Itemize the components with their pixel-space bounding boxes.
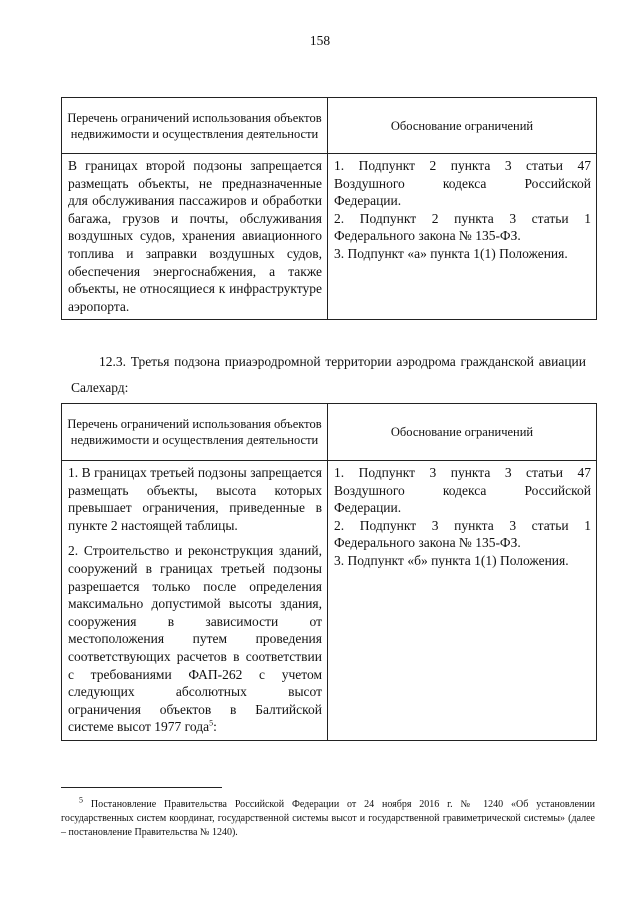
table-header-row bbox=[62, 404, 597, 461]
restrictions-table-third-subzone bbox=[61, 403, 597, 741]
footnote bbox=[61, 795, 595, 840]
restriction-cell bbox=[62, 154, 328, 320]
restriction-text: В границах второй подзоны запрещается размещать объекты, не предназначенные для обслуживания пассажиров и обработки багажа, грузов и почты, обслуживания воздушных судов, хранения авиационного топлива и заправки воздушных судов, обеспечения энергоснабжения, а также объекты, не относящиеся к инфраструктуре аэропорта. bbox=[68, 158, 322, 314]
restriction-text: 1. В границах третьей подзоны запрещается размещать объекты, высота которых превышает ограничения, приведенные в пункте 2 настоящей таблицы. bbox=[68, 465, 322, 533]
restrictions-table-second-subzone bbox=[61, 97, 597, 320]
header-basis: Обоснование ограничений bbox=[328, 404, 597, 461]
header-restrictions: Перечень ограничений использования объектов недвижимости и осуществления деятельности bbox=[62, 404, 328, 461]
header-restrictions: Перечень ограничений использования объектов недвижимости и осуществления деятельности bbox=[62, 98, 328, 154]
restriction-text-main: 2. Строительство и реконструкция зданий, сооружений в границах третьей подзоны разрешается только после определения максимально допустимой высоты здания, сооружения в зависимости от местоположения путем проведения соответствующих расчетов в соответствии с требованиями ФАП-262 с учетом следующих абсолютных высот ограничения объектов в Балтийской системе высот 1977 года bbox=[68, 543, 322, 735]
basis-item: 1. Подпункт 2 пункта 3 статьи 47 Воздушного кодекса Российской Федерации. bbox=[334, 158, 591, 209]
basis-cell bbox=[328, 154, 597, 320]
table-row bbox=[62, 461, 597, 741]
footnote-marker: 5 bbox=[79, 795, 83, 805]
basis-item: 3. Подпункт «а» пункта 1(1) Положения. bbox=[334, 245, 568, 261]
basis-item: 1. Подпункт 3 пункта 3 статьи 47 Воздушного кодекса Российской Федерации. bbox=[334, 465, 591, 516]
basis-item: 2. Подпункт 2 пункта 3 статьи 1 Федерального закона № 135-ФЗ. bbox=[334, 210, 591, 244]
basis-cell bbox=[328, 461, 597, 741]
basis-item: 2. Подпункт 3 пункта 3 статьи 1 Федерального закона № 135-ФЗ. bbox=[334, 517, 591, 551]
header-basis: Обоснование ограничений bbox=[328, 98, 597, 154]
footnote-divider bbox=[61, 787, 222, 788]
table-row bbox=[62, 154, 597, 320]
footnote-ref[interactable]: 5 bbox=[209, 718, 214, 728]
restriction-cell bbox=[62, 461, 328, 741]
table-header-row bbox=[62, 98, 597, 154]
page-number: 158 bbox=[309, 33, 331, 48]
restriction-text bbox=[68, 542, 322, 736]
footnote-text: Постановление Правительства Российской Федерации от 24 ноября 2016 г. № 1240 «Об установлении государственных систем координат, государственной системы высот и государственной гравиметрической системы» (далее – постановление Правительства № 1240). bbox=[61, 799, 595, 838]
restriction-text-end: : bbox=[213, 719, 217, 735]
basis-item: 3. Подпункт «б» пункта 1(1) Положения. bbox=[334, 552, 569, 568]
section-heading: 12.3. Третья подзона приаэродромной территории аэродрома гражданской авиации Салехард: bbox=[71, 354, 586, 395]
